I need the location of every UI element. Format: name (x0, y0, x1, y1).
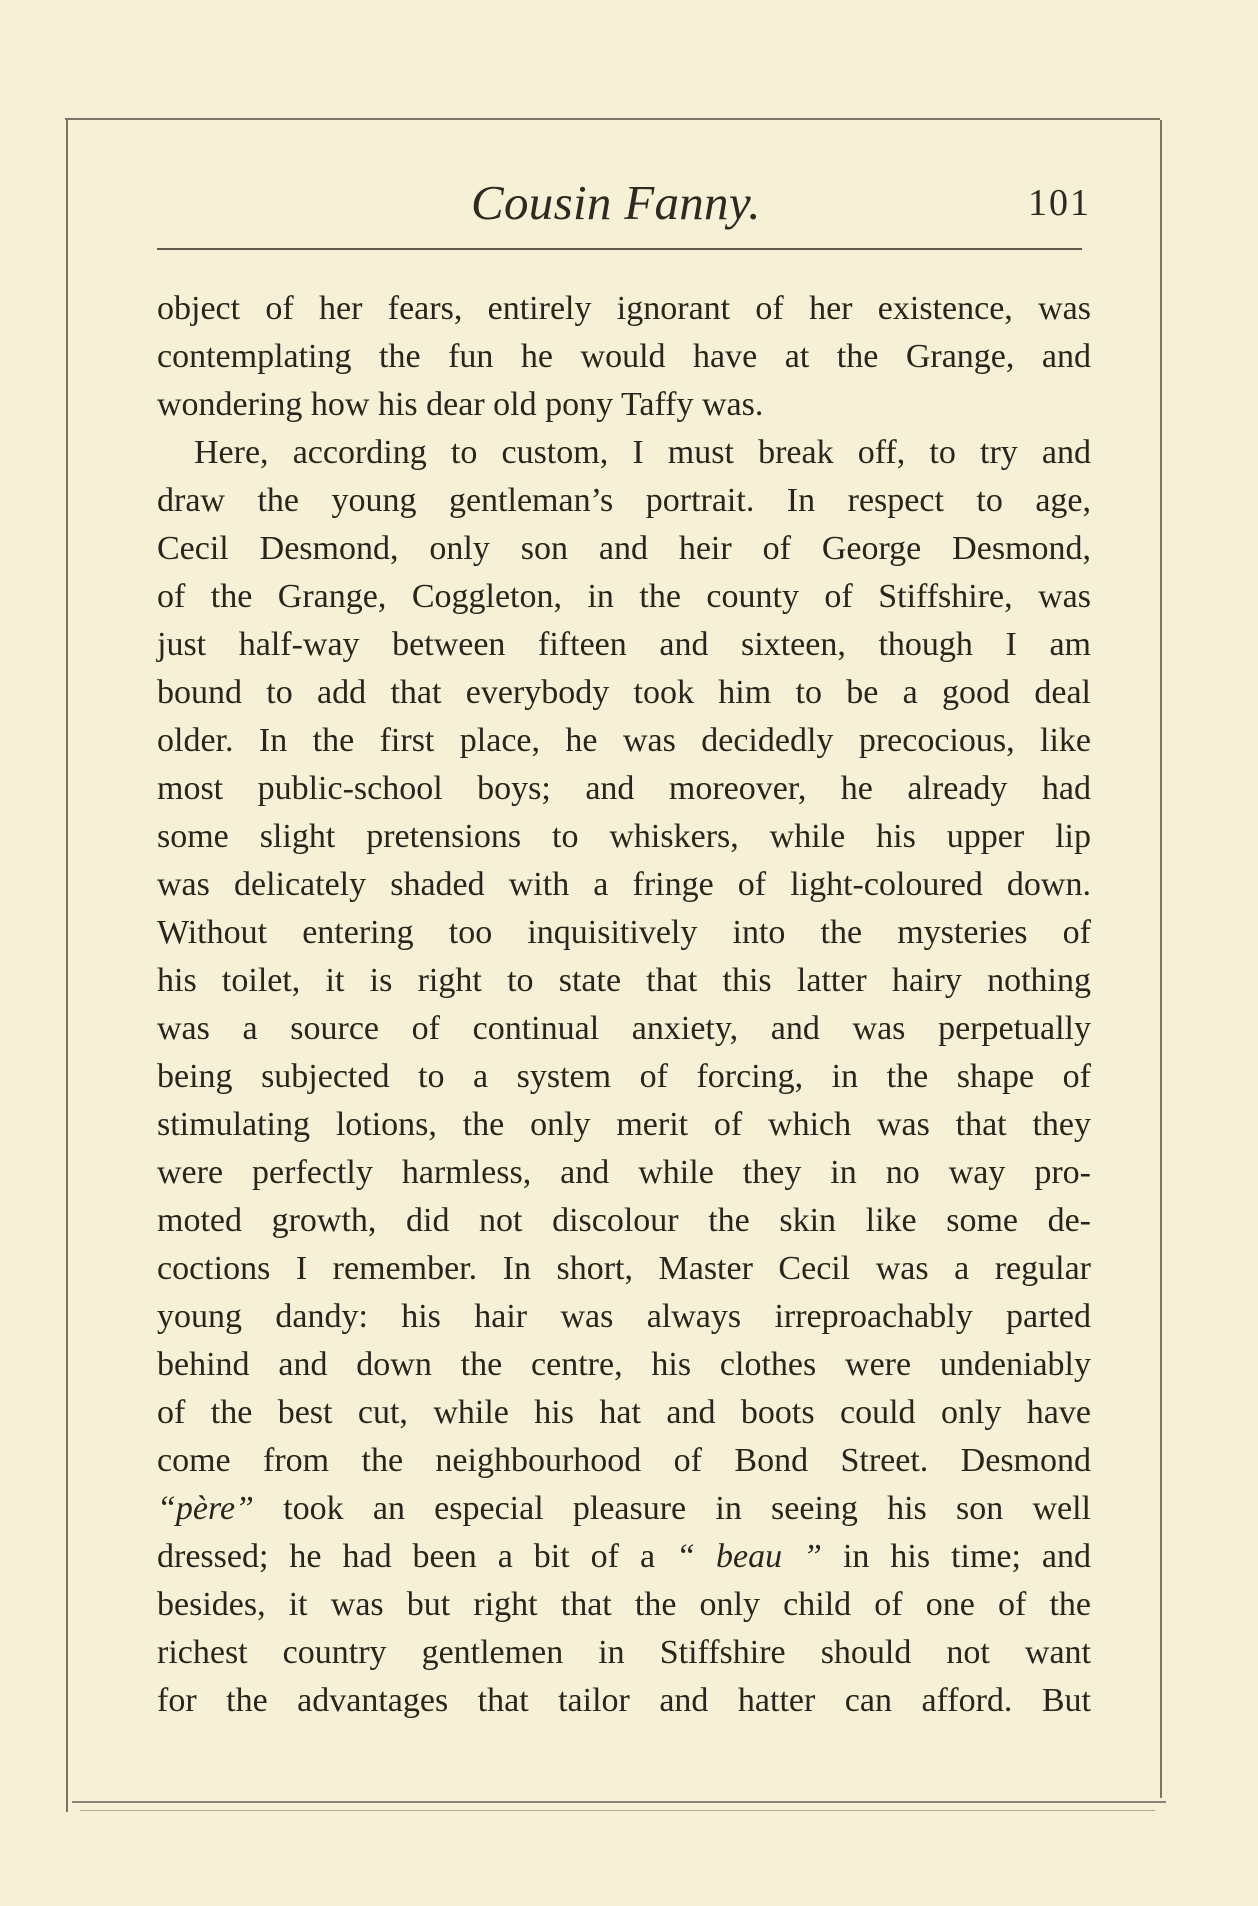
text-line: of the Grange, Coggleton, in the county of Stiffshire, was (157, 578, 1091, 615)
text-line: wondering how his dear old pony Taffy was. (157, 386, 764, 423)
text-line-with-italic (157, 1533, 1091, 1581)
text-line: some slight pretensions to whiskers, while his upper lip (157, 818, 1091, 855)
line-fragment: dressed; he had been a bit of a (157, 1538, 656, 1575)
text-line: for the advantages that tailor and hatter can afford. But (157, 1682, 1091, 1719)
text-line: just half-way between fifteen and sixteen, though I am (157, 626, 1091, 663)
text-line: his toilet, it is right to state that this latter hairy nothing (157, 962, 1091, 999)
page-frame-top-border (65, 118, 1160, 120)
text-line: older. In the first place, he was decidedly precocious, like (157, 722, 1091, 759)
text-line: come from the neighbourhood of Bond Street. Desmond (157, 1442, 1091, 1479)
text-line: most public-school boys; and moreover, he already had (157, 770, 1091, 807)
page-frame-right-border (1160, 120, 1162, 1798)
text-line: draw the young gentleman’s portrait. In respect to age, (157, 482, 1091, 519)
italic-beau: “ beau ” (676, 1538, 822, 1575)
text-line: was delicately shaded with a fringe of light-coloured down. (157, 866, 1091, 903)
text-line: richest country gentlemen in Stiffshire should not want (157, 1634, 1091, 1671)
text-line: moted growth, did not discolour the skin like some de- (157, 1202, 1091, 1239)
text-line: behind and down the centre, his clothes were undeniably (157, 1346, 1091, 1383)
text-line: were perfectly harmless, and while they in no way pro- (157, 1154, 1091, 1191)
page-header (157, 170, 1091, 236)
text-line: being subjected to a system of forcing, in the shape of (157, 1058, 1091, 1095)
italic-pere: “père” (157, 1490, 254, 1527)
text-line: Without entering too inquisitively into the mysteries of (157, 914, 1091, 951)
line-fragment: took an especial pleasure in seeing his son well (283, 1490, 1091, 1527)
body-text (157, 285, 1091, 1725)
page-frame-bottom-border (72, 1801, 1166, 1803)
text-line: Here, according to custom, I must break off, to try and (194, 434, 1091, 471)
text-line: young dandy: his hair was always irreproachably parted (157, 1298, 1091, 1335)
text-line: object of her fears, entirely ignorant of her existence, was (157, 290, 1091, 327)
page-frame-left-border (66, 120, 68, 1812)
page-number: 101 (1028, 182, 1091, 224)
text-line-with-italic (157, 1485, 1091, 1533)
header-rule (157, 248, 1082, 250)
text-line: stimulating lotions, the only merit of which was that they (157, 1106, 1091, 1143)
page-frame-bottom-inner-border (80, 1810, 1155, 1811)
text-line: besides, it was but right that the only child of one of the (157, 1586, 1091, 1623)
running-title: Cousin Fanny. (471, 175, 761, 230)
line-fragment: in his time; and (842, 1538, 1092, 1575)
text-line: coctions I remember. In short, Master Cecil was a regular (157, 1250, 1091, 1287)
text-line: was a source of continual anxiety, and was perpetually (157, 1010, 1091, 1047)
text-line: Cecil Desmond, only son and heir of George Desmond, (157, 530, 1091, 567)
text-line: of the best cut, while his hat and boots could only have (157, 1394, 1091, 1431)
text-line: contemplating the fun he would have at the Grange, and (157, 338, 1091, 375)
text-line: bound to add that everybody took him to be a good deal (157, 674, 1091, 711)
